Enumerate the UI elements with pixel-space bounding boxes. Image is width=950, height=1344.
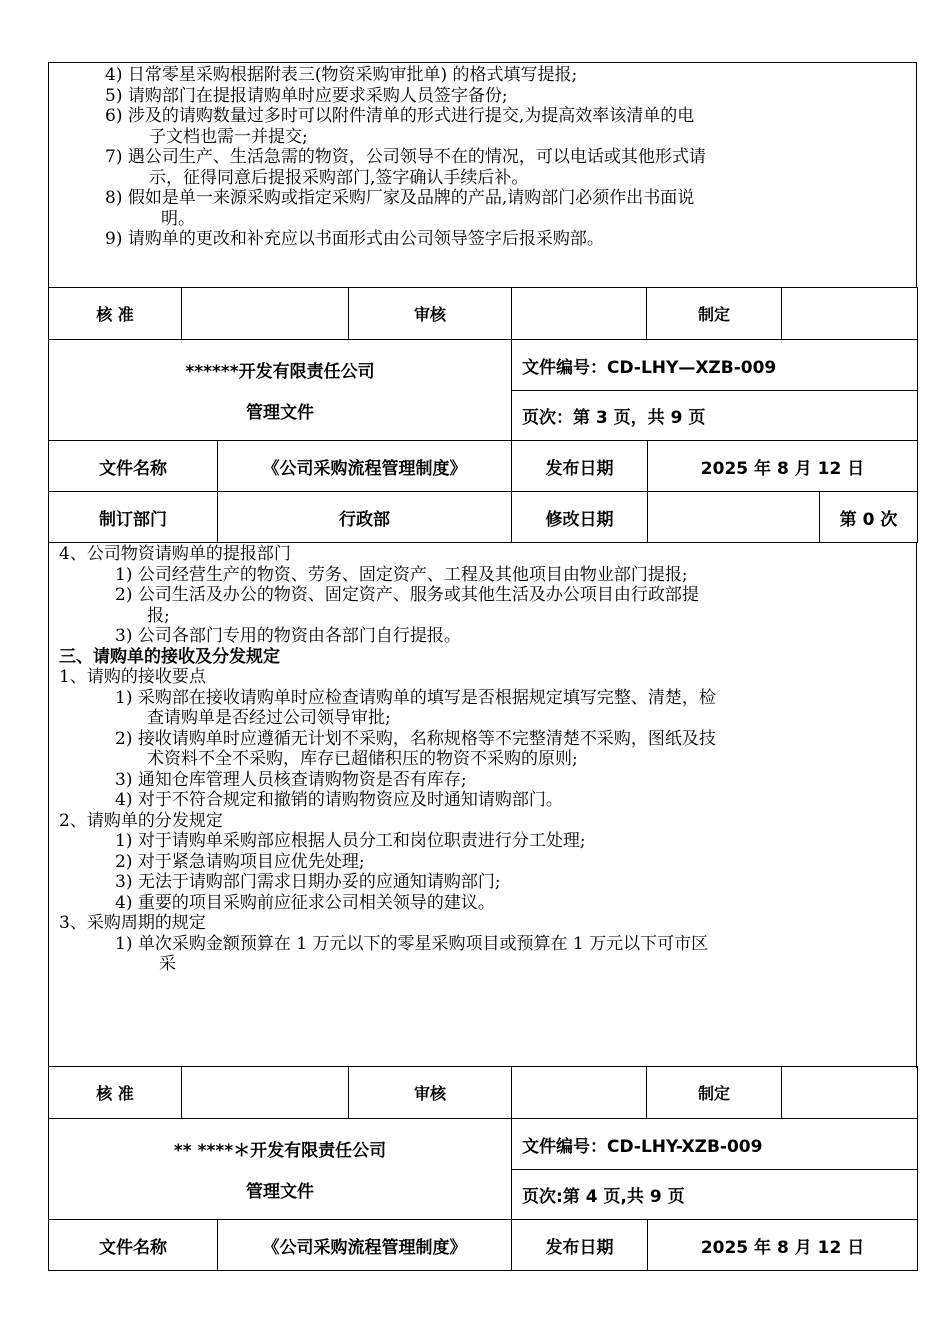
doc-header-table: [48, 1118, 918, 1271]
clause-block-1: [48, 62, 917, 288]
clause-line: 1) 单次采购金额预算在 1 万元以下的零星采购项目或预算在 1 万元以下可市区: [115, 933, 709, 954]
clause-line: 示，征得同意后提报采购部门,签字确认手续后补。: [149, 167, 529, 188]
clause-line: 4) 日常零星采购根据附表三(物资采购审批单) 的格式填写提报;: [105, 65, 578, 85]
doc-number: 文件编号：CD-LHY-XZB-009: [512, 1119, 918, 1170]
prepare-label: 制定: [647, 288, 782, 340]
page-info: 页次：第 3 页，共 9 页: [512, 391, 918, 441]
clause-line: 4) 重要的项目采购前应征求公司相关领导的建议。: [115, 892, 495, 913]
clause-line: 8) 假如是单一来源采购或指定采购厂家及品牌的产品,请购部门必须作出书面说: [105, 188, 695, 208]
clause-line: 1) 对于请购单采购部应根据人员分工和岗位职责进行分工处理;: [115, 831, 586, 851]
section-heading: 3、采购周期的规定: [59, 913, 206, 933]
signoff-table: [48, 287, 918, 340]
publish-date-label: 发布日期: [512, 441, 648, 492]
doc-name-label: 文件名称: [49, 1220, 218, 1271]
section-heading: 2、请购单的分发规定: [59, 810, 223, 831]
approve-label: 核 准: [49, 1067, 182, 1119]
doc-name-value: 《公司采购流程管理制度》: [218, 1220, 512, 1271]
approve-label: 核 准: [49, 288, 182, 340]
section-heading: 1、请购的接收要点: [59, 667, 206, 687]
review-cell[interactable]: [512, 288, 647, 340]
clause-block-2: [48, 542, 917, 1068]
section-heading: 4、公司物资请购单的提报部门: [59, 544, 291, 564]
clause-line: 3) 无法于请购部门需求日期办妥的应通知请购部门;: [115, 872, 501, 892]
clause-line: 3) 公司各部门专用的物资由各部门自行提报。: [115, 626, 461, 646]
clause-line: 3) 通知仓库管理人员核查请购物资是否有库存;: [115, 769, 467, 790]
doc-number: 文件编号：CD-LHY—XZB-009: [512, 340, 918, 391]
clause-line: 6) 涉及的请购数量过多时可以附件清单的形式进行提交,为提高效率该清单的电: [105, 106, 695, 126]
company-cell: [49, 340, 512, 441]
doc-type: 管理文件: [246, 403, 314, 423]
clause-line: 2) 接收请购单时应遵循无计划不采购，名称规格等不完整清楚不采购，图纸及技: [115, 728, 716, 749]
doc-header-table: [48, 339, 918, 543]
clause-line: 4) 对于不符合规定和撤销的请购物资应及时通知请购部门。: [115, 790, 563, 810]
company-cell: [49, 1119, 512, 1220]
review-label: 审核: [349, 288, 512, 340]
clause-line: 9) 请购单的更改和补充应以书面形式由公司领导签字后报采购部。: [105, 229, 604, 249]
clause-line: 1) 公司经营生产的物资、劳务、固定资产、工程及其他项目由物业部门提报;: [115, 564, 688, 585]
dept-label: 制订部门: [49, 492, 218, 543]
revise-date-value: [648, 492, 820, 543]
doc-name-label: 文件名称: [49, 441, 218, 492]
clause-line: 子文档也需一并提交;: [149, 126, 308, 147]
signoff-table: [48, 1066, 918, 1119]
clause-line: 5) 请购部门在提报请购单时应要求采购人员签字备份;: [105, 85, 508, 106]
review-cell[interactable]: [512, 1067, 647, 1119]
clause-line: 2) 对于紧急请购项目应优先处理;: [115, 851, 365, 872]
prepare-label: 制定: [647, 1067, 782, 1119]
review-label: 审核: [349, 1067, 512, 1119]
revision-count: 第 0 次: [820, 492, 918, 543]
publish-date-value: 2025 年 8 月 12 日: [648, 1220, 918, 1271]
approve-cell[interactable]: [182, 1067, 349, 1119]
approve-cell[interactable]: [182, 288, 349, 340]
dept-value: 行政部: [218, 492, 512, 543]
clause-line: 采: [159, 954, 176, 974]
doc-name-value: 《公司采购流程管理制度》: [218, 441, 512, 492]
clause-line: 2) 公司生活及办公的物资、固定资产、服务或其他生活及办公项目由行政部提: [115, 585, 699, 605]
company-name: ******开发有限责任公司: [185, 362, 375, 382]
doc-type: 管理文件: [246, 1182, 314, 1202]
clause-line: 明。: [161, 208, 195, 229]
clause-line: 报;: [147, 605, 170, 626]
chapter-heading: 三、请购单的接收及分发规定: [59, 646, 280, 667]
clause-line: 7) 遇公司生产、生活急需的物资，公司领导不在的情况，可以电话或其他形式请: [105, 147, 706, 167]
publish-date-value: 2025 年 8 月 12 日: [648, 441, 918, 492]
revise-date-label: 修改日期: [512, 492, 648, 543]
clause-line: 查请购单是否经过公司领导审批;: [147, 708, 391, 728]
prepare-cell[interactable]: [782, 1067, 918, 1119]
publish-date-label: 发布日期: [512, 1220, 648, 1271]
company-name: ** ****＊开发有限责任公司: [173, 1141, 387, 1161]
clause-line: 1) 采购部在接收请购单时应检查请购单的填写是否根据规定填写完整、清楚，检: [115, 687, 716, 708]
prepare-cell[interactable]: [782, 288, 918, 340]
page-info: 页次:第 4 页,共 9 页: [512, 1170, 918, 1220]
clause-line: 术资料不全不采购，库存已超储积压的物资不采购的原则;: [147, 749, 578, 769]
